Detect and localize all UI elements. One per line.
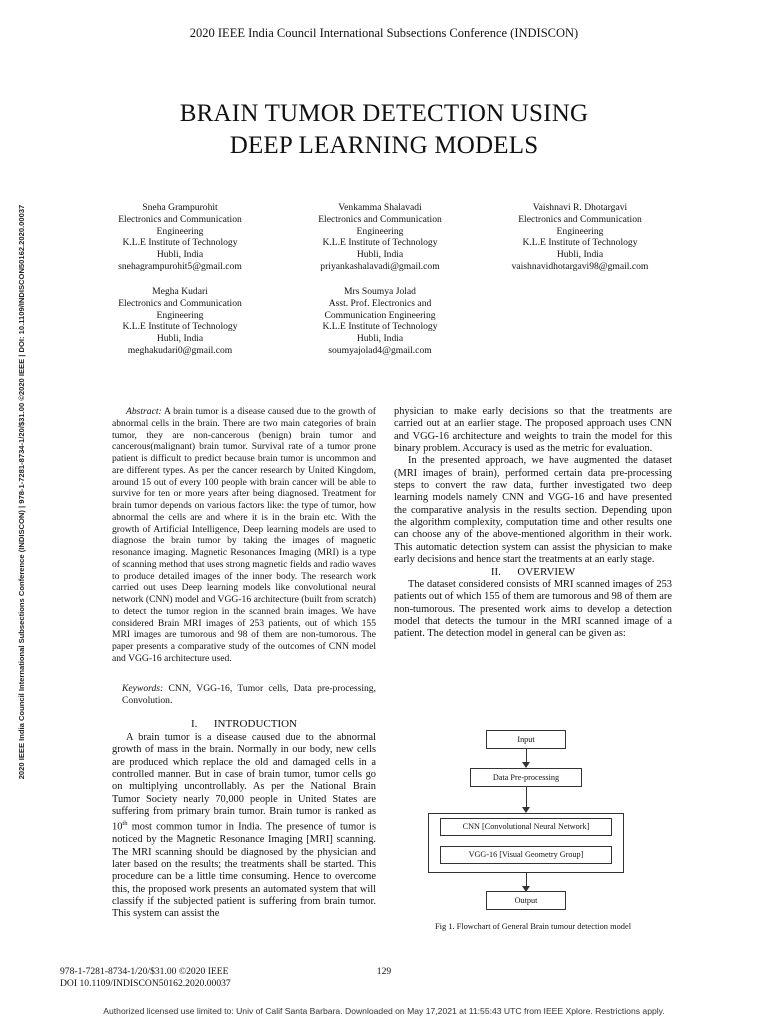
title-line-2: DEEP LEARNING MODELS [229, 132, 539, 159]
introduction-text: A brain tumor is a disease caused due to the abnormal growth of mass in the brain. Normally in our body, new cells are produced which replace the old and damaged cells in a controlled manner. But in case of brain tumor, tumor cells go on multiplying uncontrollably. As per the National Brain Tumor Society nearly 70,000 people in United States are suffering from primary brain tumor. Brain tumor is ranked as 10th most common tumor in India. The presence of tumor is noticed by the Magnetic Resonance Imaging [MRI] scanning. The MRI scanning should be diagnosed by the physician and later based on the results; the treatments shall be started. This procedure can be a little time consuming. Hence to overcome this, the proposed work presents an automated system that will classify if the subjected patient is suffering from brain tumor. This system can assist the [112, 732, 376, 920]
flow-arrow [526, 749, 527, 763]
author-email: priyankashalavadi@gmail.com [320, 260, 440, 272]
page-number: 129 [376, 966, 392, 977]
conference-header: 2020 IEEE India Council International Subsections Conference (INDISCON) [189, 26, 579, 40]
paragraph-approach: In the presented approach, we have augmented the dataset (MRI images of brain), performed certain data pre-processing steps to convert the raw data, further investigated two deep learning models namely CNN and VGG-16 and have presented the comparative analysis in the results section. Depending upon the algorithm complexity, computation time and other results one can choose any of the above-mentioned algorithm in their work. This automatic detection system can assist the physician to make early decisions and hence start the treatments at an early stage. [394, 455, 672, 566]
section-heading-overview: II. OVERVIEW [490, 566, 576, 579]
paragraph-continued: physician to make early decisions so that the treatments are carried out at an earlier stage. The proposed approach uses CNN and VGG-16 architecture and weights to train the model for this binary problem. Accuracy is used as the metric for evaluation. [394, 406, 672, 455]
author-email: meghakudari0@gmail.com [127, 344, 233, 356]
keywords-text: CNN, VGG-16, Tumor cells, Data pre-processing, Convolution. [122, 683, 376, 706]
author-block-1: Sneha Grampurohit Electronics and Communication Engineering K.L.E Institute of Technology Hubli, India snehagrampurohit5@gmail.com [80, 202, 280, 273]
flow-input-box: Input [486, 730, 566, 749]
keywords [112, 683, 376, 707]
footer-isbn: 978-1-7281-8734-1/20/$31.00 ©2020 IEEE [60, 966, 229, 977]
flow-cnn-box: CNN [Convolutional Neural Network] [440, 818, 612, 836]
abstract [112, 406, 376, 665]
abstract-label: Abstract: [126, 406, 162, 417]
author-name: Mrs Soumya Jolad [344, 286, 416, 297]
flow-arrow [526, 787, 527, 808]
flow-arrow [526, 873, 527, 887]
paper-title [0, 98, 768, 162]
section-heading-introduction: I. INTRODUCTION [190, 718, 297, 730]
footer-doi: DOI 10.1109/INDISCON50162.2020.00037 [60, 977, 231, 989]
figure-caption: Fig 1. Flowchart of General Brain tumour detection model [434, 922, 632, 931]
title-line-1: BRAIN TUMOR DETECTION USING [179, 100, 589, 127]
author-name: Vaishnavi R. Dhotargavi [532, 202, 628, 213]
keywords-label: Keywords: [122, 683, 164, 694]
right-column [394, 406, 672, 641]
author-name: Venkamma Shalavadi [338, 202, 422, 213]
author-name: Sneha Grampurohit [142, 202, 218, 213]
author-email: vaishnavidhotargavi98@gmail.com [511, 260, 649, 272]
author-block-4: Megha Kudari Electronics and Communication Engineering K.L.E Institute of Technology Hubli, India meghakudari0@gmail.com [80, 286, 280, 357]
flow-output-box: Output [486, 891, 566, 910]
license-notice: Authorized licensed use limited to: Univ of Calif Santa Barbara. Downloaded on May 17,2021 at 11:55:43 UTC from IEEE Xplore. Restrictions apply. [103, 1006, 665, 1016]
author-block-3: Vaishnavi R. Dhotargavi Electronics and Communication Engineering K.L.E Institute of Technology Hubli, India vaishnavidhotargavi98@gmail.com [480, 202, 680, 273]
flow-vgg-box: VGG-16 [Visual Geometry Group] [440, 846, 612, 864]
author-block-5: Mrs Soumya Jolad Asst. Prof. Electronics and Communication Engineering K.L.E Institute of Technology Hubli, India soumyajolad4@gmail.com [280, 286, 480, 357]
author-email: snehagrampurohit5@gmail.com [118, 260, 242, 272]
author-email: soumyajolad4@gmail.com [328, 344, 432, 356]
flow-preprocess-box: Data Pre-processing [470, 768, 582, 787]
author-block-2: Venkamma Shalavadi Electronics and Communication Engineering K.L.E Institute of Technology Hubli, India priyankashalavadi@gmail.com [280, 202, 480, 273]
abstract-text: A brain tumor is a disease caused due to the growth of abnormal cells in the brain. There are two main categories of brain tumor, they are non-cancerous (benign) brain tumor and cancerous(malignant) brain tumor. Survival rate of a tumor prone patient is difficult to predict because brain tumor is uncommon and are different types. As per the cancer research by United Kingdom, around 15 out of every 100 people with brain cancer will be able to survive for ten or more years after being diagnosed. Treatment for brain tumor depends on various factors like: the type of tumor, how abnormal the cells are and where it is in the brain etc. With the growth of Artificial Intelligence, Deep learning models are used to diagnose the brain tumor by taking the images of magnetic resonance imaging. Magnetic Resonances Imaging (MRI) is a type of scanning method that uses strong magnetic fields and radio waves to produce detailed images of the inner body. The research work carried out uses Deep learning models like convolutional neural network (CNN) model and VGG-16 architecture (built from scratch) to detect the tumor region in the scanned brain images. We have considered Brain MRI images of 253 patients, out of which 155 MRI images are tumorous and 98 of them are non-tumorous. The paper presents a comparative study of the outcomes of CNN model and VGG-16 architecture used. [112, 406, 376, 664]
author-name: Megha Kudari [152, 286, 208, 297]
paragraph-overview: The dataset considered consists of MRI scanned images of 253 patients out of which 155 of them are tumorous and 98 of them are non-tumorous. The presented work aims to develop a detection model that detects the tumour in the MRI scanned image of a patient. The detection model in general can be given as: [394, 578, 672, 640]
side-citation-strip: 2020 IEEE India Council International Subsections Conference (INDISCON) | 978-1-7281-8734-1/20/$31.00 ©2020 IEEE | DOI: 10.1109/INDISCON50162.2020.00037 [17, 204, 26, 780]
